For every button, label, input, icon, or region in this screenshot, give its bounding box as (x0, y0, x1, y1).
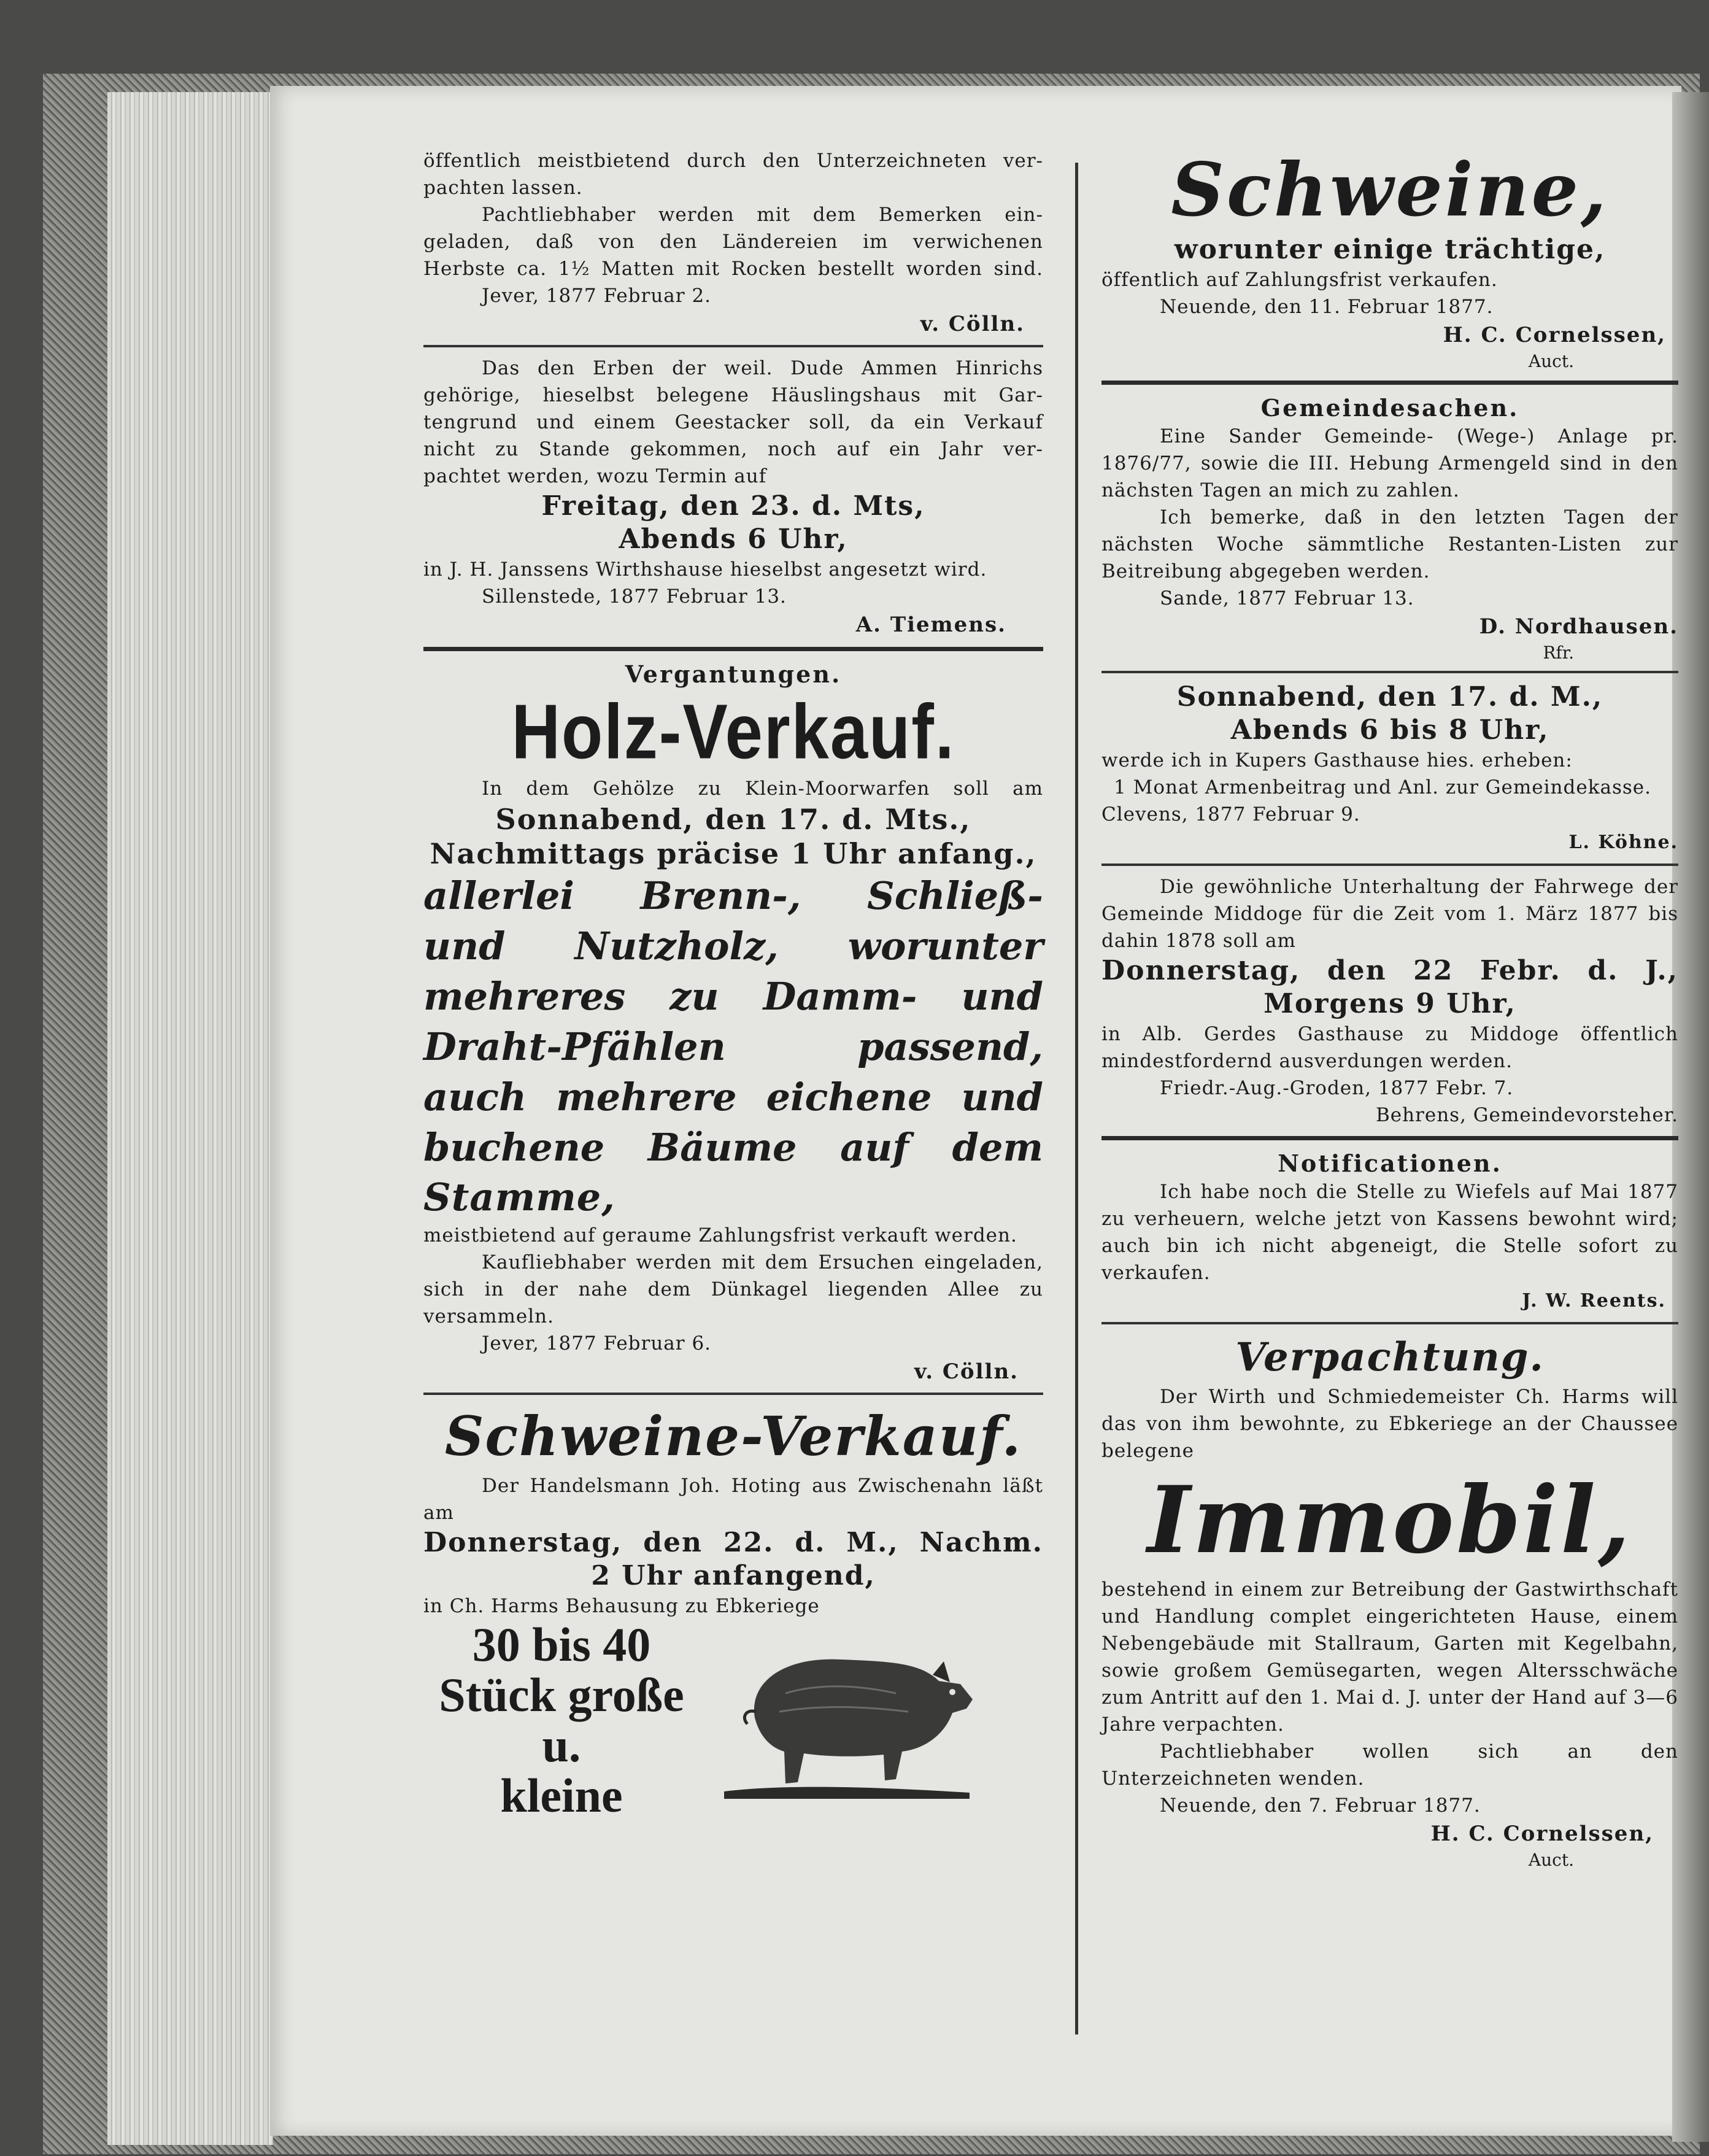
ad-text: Der Wirth und Schmiedemeister Ch. Harms will das von ihm bewohnte, zu Ebkeriege an der Chaussee belegene (1101, 1386, 1678, 1462)
notice-time: Abends 6 Uhr, (619, 524, 848, 555)
section-heading: Notificationen. (1278, 1149, 1502, 1177)
ad-signature: v. Cölln. (914, 1359, 1019, 1384)
notice-dateline: Sande, 1877 Februar 13. (1160, 587, 1414, 609)
ad-count: 30 bis 40 (472, 1618, 651, 1671)
ad-headline: Immobil, (1147, 1466, 1633, 1574)
ad-dateline: Jever, 1877 Februar 6. (482, 1332, 712, 1354)
pig-text (423, 1620, 700, 1821)
divider (1101, 671, 1678, 673)
notice-signature: L. Köhne. (1568, 832, 1678, 853)
notice-line: öffentlich meistbietend durch den Unterzeichneten ver- (423, 150, 1043, 172)
divider (1101, 1136, 1678, 1140)
notice-dateline: Clevens, 1877 Februar 9. (1101, 803, 1360, 825)
notice-line: Herbste ca. 1½ Matten mit Rocken bestellt worden sind. (423, 258, 1043, 280)
notice-place: in Alb. Gerdes Gasthause zu Middoge öffentlich mindestfordernd ausverdungen werden. (1101, 1023, 1678, 1072)
notice-line: geladen, daß von den Ländereien im verwichenen (423, 231, 1043, 253)
ad-text: Pachtliebhaber wollen sich an den Unterzeichneten wenden. (1101, 1741, 1678, 1790)
ad-title: Schweine-Verkauf. (444, 1404, 1022, 1468)
ad-text: Kaufliebhaber werden mit dem Ersuchen eingeladen, sich in der nahe dem Dünkagel liegenden Allee zu versammeln. (423, 1251, 1043, 1327)
divider (423, 647, 1043, 651)
ad-title: Schweine, (1171, 147, 1609, 233)
notice-text: werde ich in Kupers Gasthause hies. erheben: (1101, 749, 1573, 771)
ad-text: meistbietend auf geraume Zahlungsfrist verkauft werden. (423, 1224, 1017, 1246)
notice-line: pachtet werden, wozu Termin auf (423, 465, 767, 487)
ad-signature: H. C. Cornelssen, (1430, 1822, 1654, 1846)
ad-signature-title: Auct. (1528, 351, 1574, 371)
divider (1101, 381, 1678, 385)
ad-place: in Ch. Harms Behausung zu Ebkeriege (423, 1595, 820, 1617)
ad-goods-line: Stamme, (423, 1175, 615, 1219)
ad-title: Holz-Verkauf. (511, 688, 955, 776)
notice-line: Das den Erben der weil. Dude Ammen Hinrichs (482, 357, 1043, 379)
notice-text: Ich habe noch die Stelle zu Wiefels auf Mai 1877 zu verheuern, welche jetzt von Kassens bewohnt wird; auch bin ich nicht abgeneigt, die Stelle sofort zu verkaufen. (1101, 1181, 1678, 1284)
divider (423, 345, 1043, 347)
divider (423, 1393, 1043, 1395)
notice-time: Abends 6 bis 8 Uhr, (1230, 714, 1549, 746)
notice-dateline: Jever, 1877 Februar 2. (482, 285, 712, 307)
notice-notificationen (1101, 1149, 1678, 1316)
notice-line: nicht zu Stande gekommen, noch auf ein Jahr ver- (423, 438, 1043, 460)
section-heading: Vergantungen. (625, 660, 842, 688)
notice-place: in J. H. Janssens Wirthshause hieselbst angesetzt wird. (423, 558, 987, 581)
right-column (1101, 147, 1678, 1872)
ad-text: Der Handelsmann Joh. Hoting aus Zwischenahn läßt am (423, 1475, 1043, 1524)
notice-dateline: Sillenstede, 1877 Februar 13. (482, 585, 787, 608)
left-column (423, 147, 1043, 1822)
notice-date: Donnerstag, den 22 Febr. d. J., (1101, 955, 1678, 986)
notice-line: Pachtliebhaber werden mit dem Bemerken ein- (482, 204, 1043, 226)
notice-signature: D. Nordhausen. (1479, 614, 1678, 639)
ad-date: Sonnabend, den 17. d. Mts., (495, 803, 971, 836)
notice-line: tengrund und einem Geestacker soll, da ein Verkauf (423, 411, 1043, 433)
notice-line: gehörige, hieselbst belegene Häuslingshaus mit Gar- (423, 384, 1043, 406)
notice-signature: A. Tiemens. (855, 612, 1006, 637)
notice-signature-title: Rfr. (1543, 643, 1574, 663)
ad-time: 2 Uhr anfangend, (591, 1560, 876, 1591)
pig-woodcut-icon (712, 1626, 982, 1804)
notice-clevens (1101, 681, 1678, 857)
notice-item: 1 Monat Armenbeitrag und Anl. zur Gemeindekasse. (1114, 776, 1651, 798)
notice-lease-jever (423, 147, 1043, 339)
notice-haeuslingshaus (423, 355, 1043, 639)
notice-signature: Behrens, Gemeindevorsteher. (1375, 1104, 1678, 1126)
ad-schweine (1101, 147, 1678, 373)
ad-dateline: Neuende, den 11. Februar 1877. (1160, 296, 1494, 318)
notice-line: pachten lassen. (423, 177, 583, 199)
notice-gemeindesachen (1101, 393, 1678, 665)
ad-schweine-verkauf (423, 1402, 1043, 1822)
ad-goods-line: mehreres zu Damm- und (423, 974, 1043, 1019)
notice-date: Freitag, den 23. d. Mts, (541, 490, 925, 522)
ad-text: bestehend in einem zur Betreibung der Gastwirthschaft und Handlung complet eingerichteten Hause, einem Nebengebäude mit Stallraum, Garten mit Kegelbahn, sowie großem Gemüsegarten, wegen Altersschwäche zum Antritt auf den 1. Mai d. J. unter der Hand auf 3—6 Jahre verpachten. (1101, 1578, 1678, 1736)
notice-signature: v. Cölln. (920, 312, 1025, 336)
ad-count: Stück große u. (439, 1668, 684, 1772)
ad-signature: H. C. Cornelssen, (1443, 323, 1666, 347)
notice-text: Ich bemerke, daß in den letzten Tagen der nächsten Woche sämmtliche Restanten-Listen zur Beitreibung abgegeben werden. (1101, 506, 1678, 582)
column-rule (1075, 163, 1078, 2034)
ad-goods-line: und Nutzholz, worunter (423, 924, 1043, 968)
ad-signature-title: Auct. (1528, 1850, 1574, 1870)
ad-subtitle: worunter einige trächtige, (1174, 234, 1606, 265)
notice-date: Sonnabend, den 17. d. M., (1176, 681, 1603, 713)
ad-goods-line: allerlei Brenn-, Schließ- (423, 873, 1043, 918)
ad-holz-verkauf (423, 660, 1043, 1386)
ad-dateline: Neuende, den 7. Februar 1877. (1160, 1795, 1481, 1817)
ad-count: kleine (500, 1769, 623, 1822)
ad-goods-line: auch mehrere eichene und (423, 1075, 1043, 1119)
ad-verpachtung (1101, 1332, 1678, 1872)
ad-title: Verpachtung. (1235, 1334, 1545, 1380)
notice-text: Eine Sander Gemeinde- (Wege-) Anlage pr. 1876/77, sowie die III. Hebung Armengeld sind in den nächsten Tagen an mich zu zahlen. (1101, 425, 1678, 501)
notice-time: Morgens 9 Uhr, (1263, 988, 1516, 1019)
ad-goods-line: Draht-Pfählen passend, (423, 1024, 1043, 1069)
notice-signature: J. W. Reents. (1522, 1290, 1666, 1312)
notice-text: Die gewöhnliche Unterhaltung der Fahrwege der Gemeinde Middoge für die Zeit vom 1. März 1877 bis dahin 1878 soll am (1101, 876, 1678, 952)
ad-intro: In dem Gehölze zu Klein-Moorwarfen soll am (482, 778, 1043, 800)
notice-middoge (1101, 873, 1678, 1129)
divider (1101, 1322, 1678, 1324)
notice-dateline: Friedr.-Aug.-Groden, 1877 Febr. 7. (1160, 1077, 1514, 1099)
ad-goods-line: buchene Bäume auf dem (423, 1125, 1043, 1170)
ad-time: Nachmittags präcise 1 Uhr anfang., (430, 837, 1037, 870)
ad-text: öffentlich auf Zahlungsfrist verkaufen. (1101, 269, 1498, 291)
pig-block (423, 1618, 1043, 1822)
section-heading: Gemeindesachen. (1260, 394, 1519, 422)
page-edges (107, 92, 273, 2145)
divider (1101, 864, 1678, 866)
ad-date: Donnerstag, den 22. d. M., Nachm. (423, 1527, 1043, 1558)
